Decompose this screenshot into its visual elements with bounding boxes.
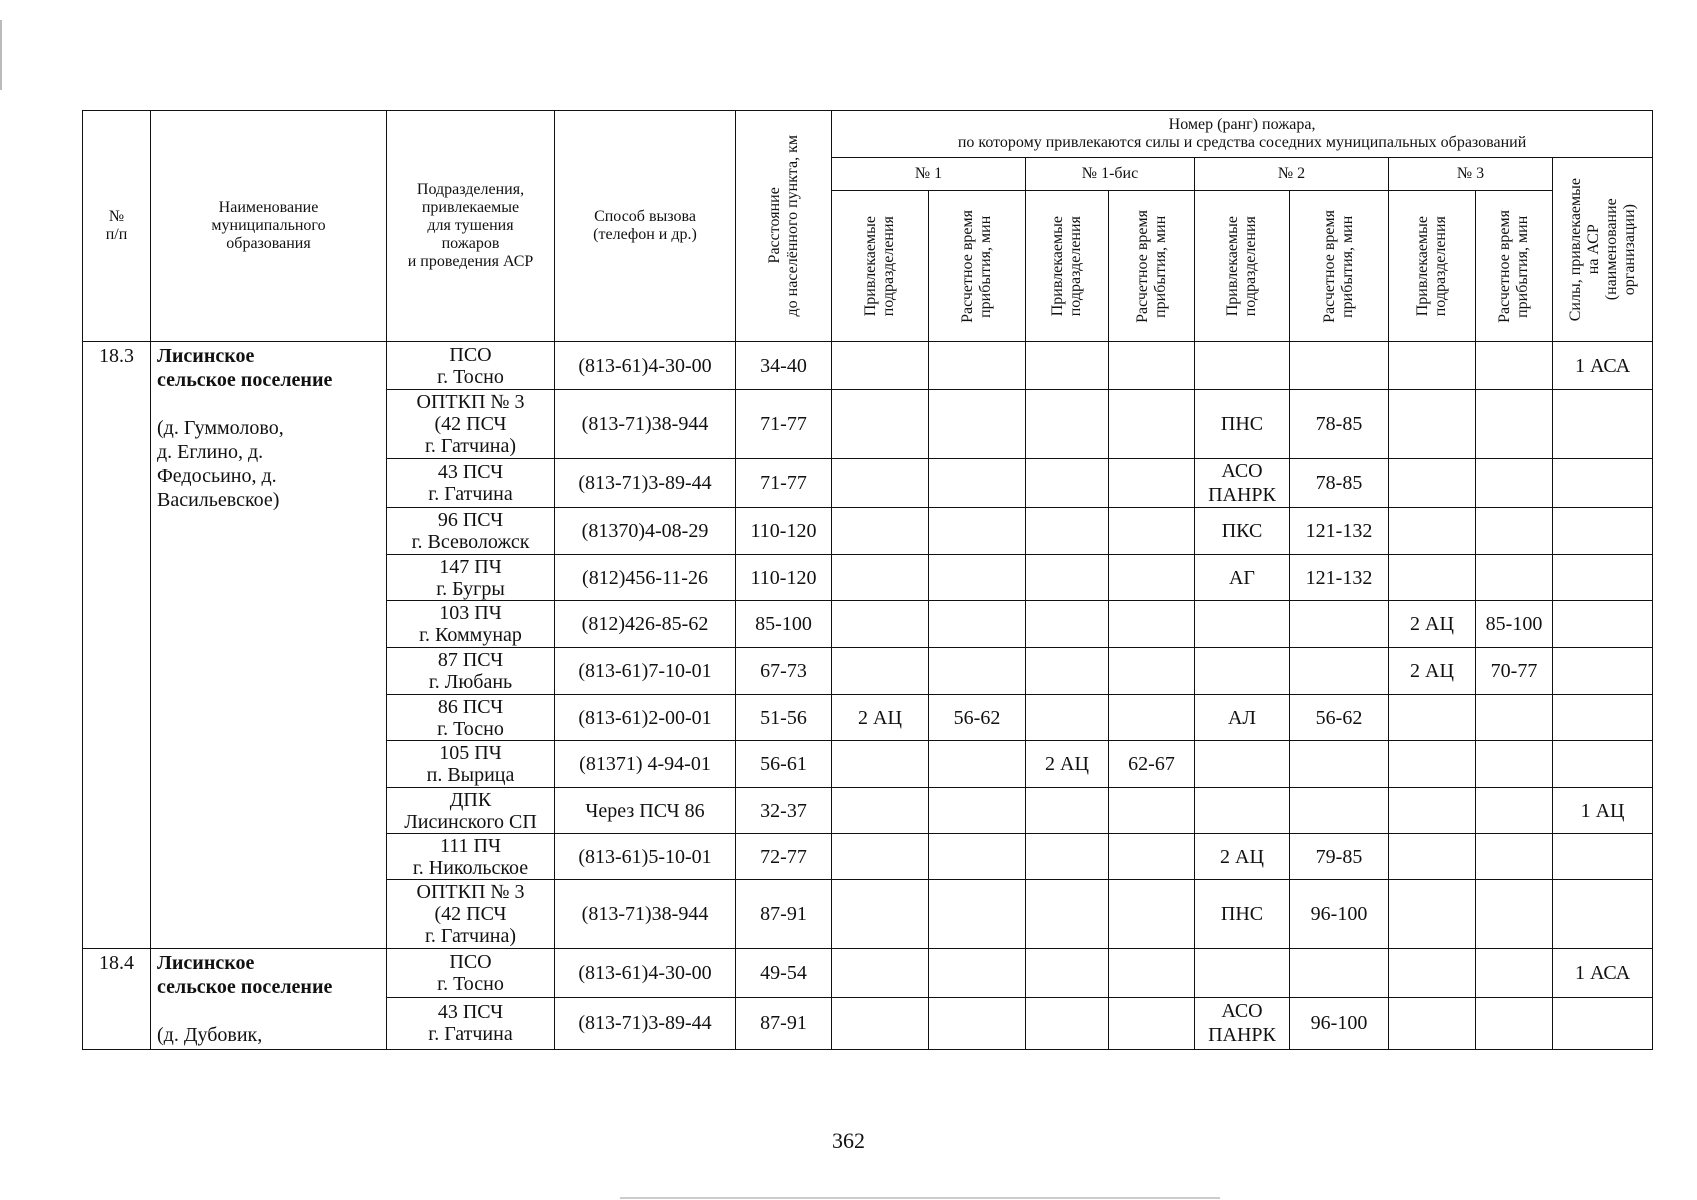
asr-cell [1553, 648, 1653, 695]
asr-cell [1553, 601, 1653, 648]
unit-cell: 96 ПСЧ г. Всеволожск [387, 508, 555, 555]
rank-3-units-cell [1389, 949, 1476, 998]
rank-2-time-cell [1290, 741, 1389, 788]
scan-artifact-line [620, 1197, 1220, 1199]
asr-cell [1553, 741, 1653, 788]
rank-3-time-cell [1476, 555, 1553, 601]
group-name-cell [151, 949, 387, 1050]
rank-1bis-units-cell [1026, 997, 1109, 1049]
rank-1bis-units-cell [1026, 390, 1109, 459]
distance-cell: 87-91 [736, 880, 832, 949]
rank-3-units-cell [1389, 695, 1476, 741]
col-number-header: № п/п [83, 111, 151, 342]
unit-cell: 43 ПСЧ г. Гатчина [387, 459, 555, 508]
rank-1bis-units-cell [1026, 648, 1109, 695]
rank-3-units-header [1389, 191, 1476, 342]
unit-cell: ДПК Лисинского СП [387, 788, 555, 834]
rank-2-time-cell: 79-85 [1290, 834, 1389, 880]
unit-cell: 147 ПЧ г. Бугры [387, 555, 555, 601]
call-method-cell: (812)456-11-26 [555, 555, 736, 601]
rank-1bis-units-cell [1026, 459, 1109, 508]
rank-3-time-header [1476, 191, 1553, 342]
rank-2-time-cell [1290, 788, 1389, 834]
rank-1-units-cell [832, 788, 929, 834]
rank-1-time-cell [929, 788, 1026, 834]
rank-1bis-time-text: Расчетное время прибытия, мин [1133, 209, 1169, 323]
asr-cell [1553, 555, 1653, 601]
rank-1bis-time-cell: 62-67 [1109, 741, 1195, 788]
call-method-cell: Через ПСЧ 86 [555, 788, 736, 834]
rank-2-time-cell: 96-100 [1290, 880, 1389, 949]
rank-3-time-cell [1476, 880, 1553, 949]
rank-1-units-cell [832, 997, 929, 1049]
rank-2-time-cell: 78-85 [1290, 390, 1389, 459]
call-method-cell: (81371) 4-94-01 [555, 741, 736, 788]
rank-1-units-cell [832, 390, 929, 459]
rank-1bis-units-cell [1026, 695, 1109, 741]
col-asr-header [1553, 158, 1653, 342]
group-name-bold: Лисинское сельское поселение [157, 345, 333, 391]
rank-1bis-units-cell [1026, 788, 1109, 834]
distance-cell: 110-120 [736, 555, 832, 601]
rank-1bis-time-cell [1109, 997, 1195, 1049]
col-name-header: Наименование муниципального образования [151, 111, 387, 342]
fire-forces-table-container [82, 110, 1653, 1050]
call-method-cell: (813-61)4-30-00 [555, 949, 736, 998]
rank-2-time-header [1290, 191, 1389, 342]
rank-1-units-cell [832, 508, 929, 555]
rank-2-time-text: Расчетное время прибытия, мин [1321, 209, 1356, 323]
rank-1bis-units-cell [1026, 601, 1109, 648]
call-method-cell: (813-61)2-00-01 [555, 695, 736, 741]
rank-3-units-cell [1389, 997, 1476, 1049]
rank-1-time-cell [929, 834, 1026, 880]
unit-cell: 43 ПСЧ г. Гатчина [387, 997, 555, 1049]
asr-cell: 1 АЦ [1553, 788, 1653, 834]
rank-1bis-time-cell [1109, 788, 1195, 834]
rank-1-time-header [929, 191, 1026, 342]
rank-1bis-time-cell [1109, 390, 1195, 459]
asr-cell: 1 АСА [1553, 949, 1653, 998]
rank-1bis-time-cell [1109, 695, 1195, 741]
unit-cell: ОПТКП № 3 (42 ПСЧ г. Гатчина) [387, 390, 555, 459]
rank-2-units-cell: ПНС [1195, 390, 1290, 459]
rank-1-time-cell [929, 601, 1026, 648]
rank-1-time-cell [929, 648, 1026, 695]
group-number-cell: 18.3 [83, 342, 151, 949]
rank-2-units-cell: 2 АЦ [1195, 834, 1290, 880]
rank-3-units-cell [1389, 390, 1476, 459]
call-method-cell: (813-61)7-10-01 [555, 648, 736, 695]
asr-cell [1553, 997, 1653, 1049]
call-method-cell: (813-71)38-944 [555, 390, 736, 459]
table-row [83, 342, 1653, 390]
rank-1-time-cell: 56-62 [929, 695, 1026, 741]
rank-1bis-time-cell [1109, 834, 1195, 880]
col-call-header: Способ вызова (телефон и др.) [555, 111, 736, 342]
rank-1bis-units-cell [1026, 342, 1109, 390]
rank-1-time-cell [929, 342, 1026, 390]
rank-1-time-text: Расчетное время прибытия, мин [959, 209, 994, 323]
rank-1-time-cell [929, 949, 1026, 998]
rank-1bis-time-cell [1109, 949, 1195, 998]
rank-2-units-cell: АСО ПАНРК [1195, 459, 1290, 508]
rank-1-time-cell [929, 880, 1026, 949]
rank-3-time-cell [1476, 949, 1553, 998]
rank-3-time-cell [1476, 788, 1553, 834]
rank-3-units-text: Привлекаемые подразделения [1414, 215, 1449, 317]
unit-cell: 111 ПЧ г. Никольское [387, 834, 555, 880]
rank-2-units-cell [1195, 342, 1290, 390]
rank-2-time-cell [1290, 342, 1389, 390]
rank-2-time-cell: 78-85 [1290, 459, 1389, 508]
rank-1bis-header: № 1-бис [1026, 158, 1195, 191]
rank-3-time-cell [1476, 390, 1553, 459]
distance-cell: 110-120 [736, 508, 832, 555]
rank-3-units-cell: 2 АЦ [1389, 601, 1476, 648]
rank-1bis-units-cell [1026, 834, 1109, 880]
rank-3-units-cell [1389, 342, 1476, 390]
rank-2-time-cell [1290, 601, 1389, 648]
rank-1bis-units-cell [1026, 949, 1109, 998]
rank-3-units-cell [1389, 459, 1476, 508]
rank-1-units-cell [832, 601, 929, 648]
distance-cell: 67-73 [736, 648, 832, 695]
rank-1-time-cell [929, 459, 1026, 508]
group-number-cell: 18.4 [83, 949, 151, 1050]
table-body [83, 342, 1653, 1050]
unit-cell: ОПТКП № 3 (42 ПСЧ г. Гатчина) [387, 880, 555, 949]
rank-1-units-cell [832, 741, 929, 788]
rank-1bis-time-cell [1109, 880, 1195, 949]
rank-3-units-cell [1389, 788, 1476, 834]
rank-3-units-cell [1389, 880, 1476, 949]
page-edge-mark [0, 20, 2, 90]
call-method-cell: (813-61)4-30-00 [555, 342, 736, 390]
distance-cell: 72-77 [736, 834, 832, 880]
unit-cell: 87 ПСЧ г. Любань [387, 648, 555, 695]
rank-1bis-time-cell [1109, 508, 1195, 555]
distance-cell: 34-40 [736, 342, 832, 390]
rank-1-time-cell [929, 555, 1026, 601]
rank-3-time-cell [1476, 342, 1553, 390]
call-method-cell: (813-71)38-944 [555, 880, 736, 949]
rank-1bis-time-cell [1109, 648, 1195, 695]
unit-cell: 103 ПЧ г. Коммунар [387, 601, 555, 648]
distance-header-text: Расстояние до населённого пункта, км [765, 135, 801, 317]
rank-1-units-cell [832, 949, 929, 998]
rank-3-units-cell [1389, 741, 1476, 788]
rank-3-units-cell [1389, 555, 1476, 601]
distance-cell: 71-77 [736, 459, 832, 508]
rank-1bis-time-cell [1109, 601, 1195, 648]
unit-cell: ПСО г. Тосно [387, 949, 555, 998]
distance-cell: 32-37 [736, 788, 832, 834]
group-name-cell [151, 342, 387, 949]
rank-1-units-cell [832, 648, 929, 695]
rank-2-time-cell [1290, 648, 1389, 695]
distance-cell: 56-61 [736, 741, 832, 788]
rank-1-time-cell [929, 997, 1026, 1049]
rank-2-units-text: Привлекаемые подразделения [1224, 215, 1259, 317]
rank-2-units-cell: ПКС [1195, 508, 1290, 555]
asr-cell [1553, 880, 1653, 949]
rank-2-units-cell: АСО ПАНРК [1195, 997, 1290, 1049]
rank-title-header: Номер (ранг) пожара, по которому привлекаются силы и средства соседних муниципальных образований [832, 111, 1653, 158]
rank-3-time-cell [1476, 834, 1553, 880]
call-method-cell: (813-61)5-10-01 [555, 834, 736, 880]
rank-2-units-cell: АГ [1195, 555, 1290, 601]
asr-cell: 1 АСА [1553, 342, 1653, 390]
rank-1-units-cell [832, 342, 929, 390]
rank-1-header: № 1 [832, 158, 1026, 191]
distance-cell: 49-54 [736, 949, 832, 998]
rank-1bis-units-header [1026, 191, 1109, 342]
table-header [83, 111, 1653, 342]
rank-1-units-cell [832, 834, 929, 880]
rank-1-units-header [832, 191, 929, 342]
rank-1bis-time-cell [1109, 342, 1195, 390]
call-method-cell: (813-71)3-89-44 [555, 459, 736, 508]
page-number: 362 [832, 1128, 865, 1153]
rank-2-time-cell [1290, 949, 1389, 998]
call-method-cell: (813-71)3-89-44 [555, 997, 736, 1049]
asr-cell [1553, 508, 1653, 555]
table-row [83, 949, 1653, 998]
rank-2-units-cell [1195, 601, 1290, 648]
rank-1bis-units-cell: 2 АЦ [1026, 741, 1109, 788]
rank-2-header: № 2 [1195, 158, 1389, 191]
rank-2-units-cell [1195, 648, 1290, 695]
col-units-header: Подразделения, привлекаемые для тушения пожаров и проведения АСР [387, 111, 555, 342]
rank-3-units-cell [1389, 834, 1476, 880]
rank-2-units-cell [1195, 949, 1290, 998]
group-name-bold: Лисинское сельское поселение [157, 952, 333, 998]
rank-1-time-cell [929, 741, 1026, 788]
rank-1bis-units-text: Привлекаемые подразделения [1049, 215, 1084, 317]
rank-2-time-cell: 56-62 [1290, 695, 1389, 741]
rank-3-units-cell: 2 АЦ [1389, 648, 1476, 695]
unit-cell: 105 ПЧ п. Вырица [387, 741, 555, 788]
rank-2-time-cell: 121-132 [1290, 508, 1389, 555]
rank-1-time-cell [929, 390, 1026, 459]
rank-1bis-units-cell [1026, 508, 1109, 555]
rank-1bis-units-cell [1026, 555, 1109, 601]
rank-1-units-cell [832, 555, 929, 601]
rank-2-units-header [1195, 191, 1290, 342]
group-name-villages: (д. Дубовик, [157, 1024, 263, 1046]
call-method-cell: (812)426-85-62 [555, 601, 736, 648]
rank-1-units-cell [832, 880, 929, 949]
rank-1bis-time-cell [1109, 555, 1195, 601]
rank-3-time-cell: 85-100 [1476, 601, 1553, 648]
group-name-villages: (д. Гуммолово, д. Еглино, д. Федосьино, д. Васильевское) [157, 417, 284, 511]
distance-cell: 71-77 [736, 390, 832, 459]
rank-1bis-units-cell [1026, 880, 1109, 949]
rank-3-time-cell: 70-77 [1476, 648, 1553, 695]
rank-3-header: № 3 [1389, 158, 1553, 191]
rank-3-time-cell [1476, 459, 1553, 508]
rank-2-units-cell [1195, 741, 1290, 788]
distance-cell: 85-100 [736, 601, 832, 648]
distance-cell: 87-91 [736, 997, 832, 1049]
unit-cell: 86 ПСЧ г. Тосно [387, 695, 555, 741]
asr-cell [1553, 390, 1653, 459]
rank-3-time-cell [1476, 741, 1553, 788]
asr-header-text: Силы, привлекаемые на АСР (наименование организации) [1566, 177, 1638, 322]
rank-3-time-text: Расчетное время прибытия, мин [1496, 209, 1531, 323]
rank-2-units-cell: ПНС [1195, 880, 1290, 949]
asr-cell [1553, 459, 1653, 508]
unit-cell: ПСО г. Тосно [387, 342, 555, 390]
rank-3-time-cell [1476, 508, 1553, 555]
rank-2-time-cell: 96-100 [1290, 997, 1389, 1049]
rank-3-units-cell [1389, 508, 1476, 555]
asr-cell [1553, 695, 1653, 741]
fire-forces-table [82, 110, 1653, 1050]
asr-cell [1553, 834, 1653, 880]
rank-2-time-cell: 121-132 [1290, 555, 1389, 601]
rank-2-units-cell [1195, 788, 1290, 834]
rank-1bis-time-header [1109, 191, 1195, 342]
rank-2-units-cell: АЛ [1195, 695, 1290, 741]
rank-1-time-cell [929, 508, 1026, 555]
rank-1bis-time-cell [1109, 459, 1195, 508]
rank-3-time-cell [1476, 695, 1553, 741]
distance-cell: 51-56 [736, 695, 832, 741]
rank-1-units-text: Привлекаемые подразделения [862, 215, 897, 317]
col-distance-header [736, 111, 832, 342]
call-method-cell: (81370)4-08-29 [555, 508, 736, 555]
rank-1-units-cell: 2 АЦ [832, 695, 929, 741]
rank-3-time-cell [1476, 997, 1553, 1049]
rank-1-units-cell [832, 459, 929, 508]
